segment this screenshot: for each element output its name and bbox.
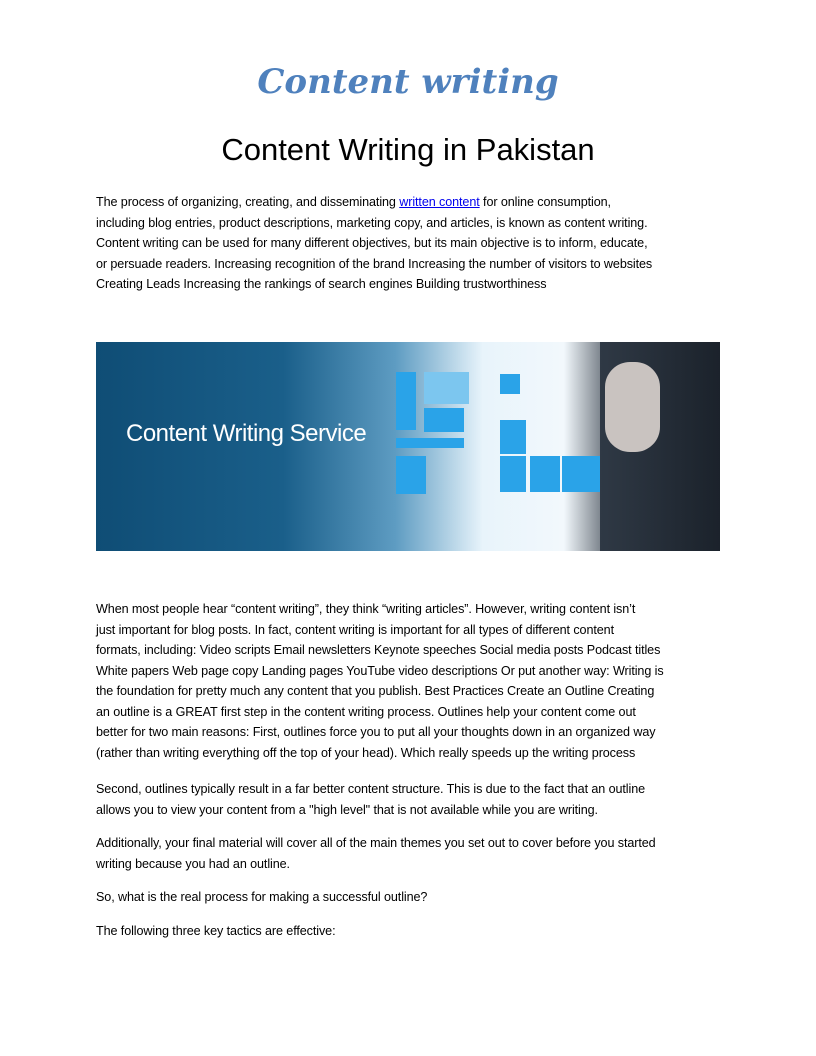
paragraph-line: including blog entries, product descriptions, marketing copy, and articles, is known as content writing.	[96, 215, 648, 230]
paragraph-line: formats, including: Video scripts Email newsletters Keynote speeches Social media posts Podcast titles	[96, 643, 661, 657]
paragraph-line: When most people hear “content writing”, they think “writing articles”. However, writing content isn’t	[96, 602, 636, 616]
paragraph-line: just important for blog posts. In fact, content writing is important for all types of different content	[96, 622, 614, 637]
body-paragraph	[96, 833, 726, 874]
paragraph-line: writing because you had an outline.	[96, 856, 290, 871]
paragraph-line: better for two main reasons: First, outlines force you to put all your thoughts down in an organized way	[96, 725, 656, 739]
banner-text: Content Writing Service	[126, 420, 367, 447]
paragraph-line: Additionally, your final material will cover all of the main themes you set out to cover before you started	[96, 836, 656, 850]
paragraph-line: (rather than writing everything off the top of your head). Which really speeds up the writing process	[96, 745, 636, 760]
paragraph-line: or persuade readers. Increasing recognition of the brand Increasing the number of visitors to websites	[96, 256, 653, 271]
intro-paragraph	[96, 192, 726, 295]
paragraph-line: Second, outlines typically result in a far better content structure. This is due to the fact that an outline	[96, 782, 646, 796]
document-title: Content writing	[257, 62, 559, 102]
paragraph-line: White papers Web page copy Landing pages YouTube video descriptions Or put another way: Writing is	[96, 663, 664, 678]
body-paragraph	[96, 599, 726, 763]
paragraph-line: allows you to view your content from a "high level" that is not available while you are writing.	[96, 802, 598, 817]
paragraph-line: an outline is a GREAT first step in the content writing process. Outlines help your content come out	[96, 704, 636, 719]
text: The process of organizing, creating, and disseminating	[96, 195, 400, 209]
paragraph-line: So, what is the real process for making a successful outline?	[96, 890, 428, 904]
page-heading: Content Writing in Pakistan	[221, 132, 595, 167]
content-writing-service-banner-image	[96, 342, 720, 551]
paragraph-line: Content writing can be used for many different objectives, but its main objective is to inform, educate,	[96, 236, 648, 250]
paragraph-line: the foundation for pretty much any content that you publish. Best Practices Create an Outline Creating	[96, 684, 655, 698]
paragraph-line: The following three key tactics are effective:	[96, 924, 336, 938]
written-content-link[interactable]: written content	[399, 195, 480, 209]
body-paragraph	[96, 921, 726, 942]
body-paragraph	[96, 887, 726, 908]
paragraph-line: Creating Leads Increasing the rankings of search engines Building trustworthiness	[96, 277, 547, 291]
paragraph-line	[96, 192, 726, 213]
body-paragraph	[96, 779, 726, 820]
text: for online consumption,	[479, 195, 611, 209]
